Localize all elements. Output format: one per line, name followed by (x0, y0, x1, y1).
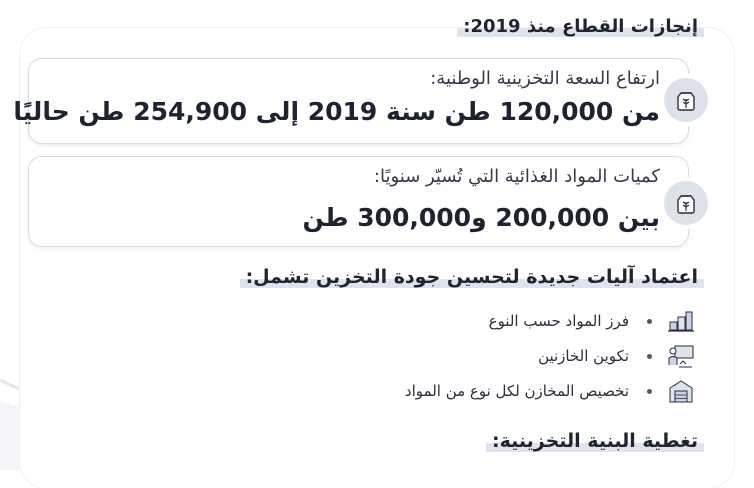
mechanism-item (489, 306, 696, 336)
warehouse-icon (666, 376, 696, 406)
capacity-value: من 120,000 طن سنة 2019 إلى 254,900 طن حاليًا (13, 97, 660, 126)
mechanism-text: فرز المواد حسب النوع (488, 312, 629, 330)
training-icon (666, 341, 696, 371)
grain-bag-icon (664, 181, 708, 225)
food-volume-value: بين 200,000 و300,000 طن (302, 203, 660, 232)
sorting-icon (666, 306, 696, 336)
mechanism-text: تخصيص المخازن لكل نوع من المواد (404, 382, 629, 400)
food-volume-card (28, 156, 689, 247)
coverage-title: تغطية البنية التخزينية: (486, 430, 704, 452)
mechanism-item (405, 376, 696, 406)
mechanism-text: تكوين الخازنين (538, 347, 629, 365)
food-volume-label: كميات المواد الغذائية التي تُسيّر سنويًا: (373, 166, 660, 187)
section-title: إنجازات القطاع منذ 2019: (457, 16, 704, 37)
grain-bag-icon (664, 78, 708, 122)
mechanism-item (538, 341, 696, 371)
mechanisms-title: اعتماد آليات جديدة لتحسين جودة التخزين تشمل: (240, 266, 704, 288)
capacity-label: ارتفاع السعة التخزينية الوطنية: (430, 68, 660, 89)
capacity-card (13, 58, 689, 144)
